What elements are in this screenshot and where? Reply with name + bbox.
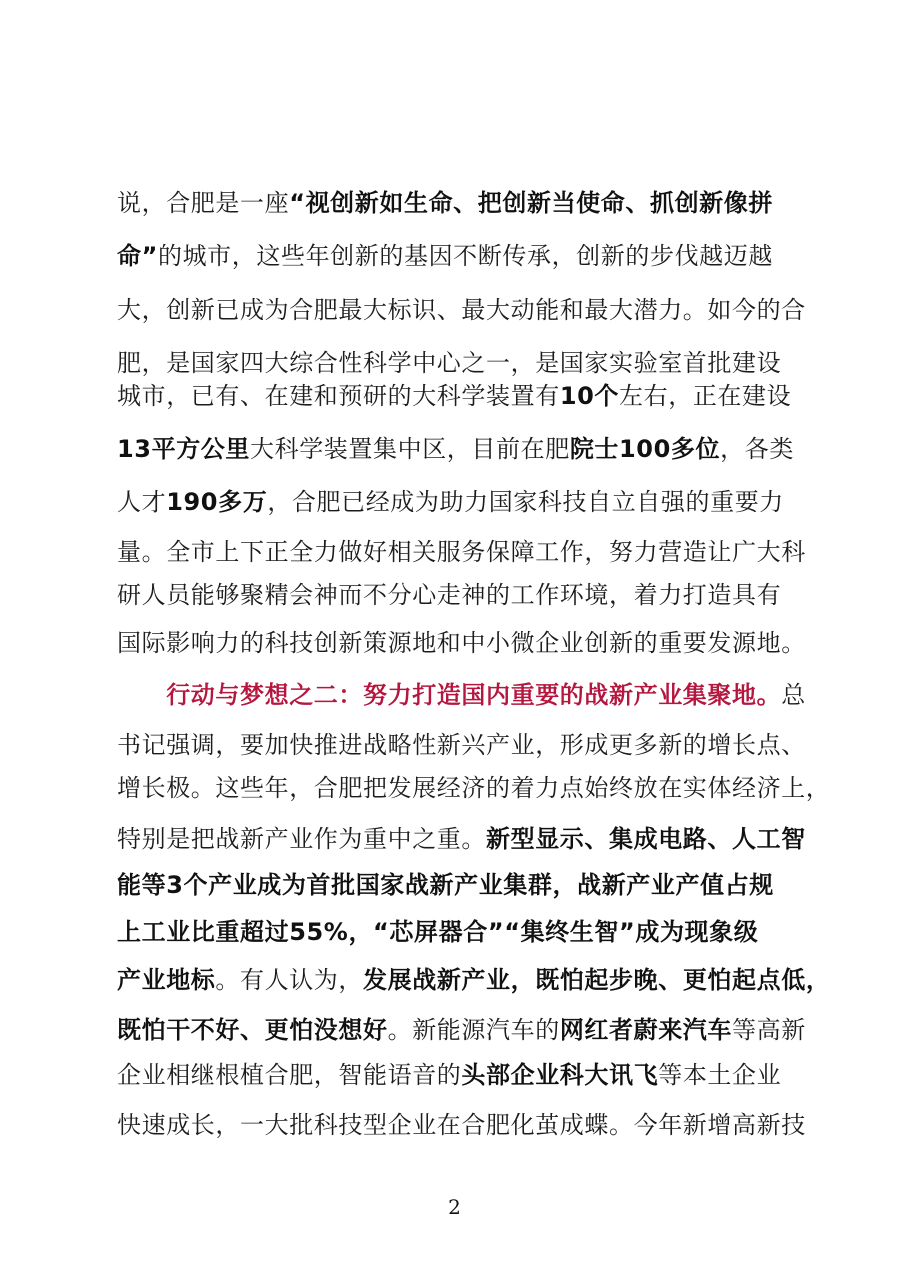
text-run: 等高新 xyxy=(732,1016,806,1044)
bold-run: 产业地标 xyxy=(117,966,216,994)
text-run: 大，创新已成为合肥最大标识、最大动能和最大潜力。如今的合 xyxy=(117,296,806,324)
text-run: 等本土企业 xyxy=(658,1061,782,1089)
text-line xyxy=(117,487,807,517)
bold-run: 新型显示、集成电路、人工智 xyxy=(486,825,806,853)
text-run: 特别是把战新产业作为重中之重。 xyxy=(117,825,486,853)
bold-run: 命” xyxy=(117,242,158,270)
text-run xyxy=(117,681,166,709)
text-run: ，合肥已经成为助力国家科技自立自强的重要力 xyxy=(267,488,784,516)
text-line xyxy=(117,580,807,610)
text-line xyxy=(117,295,807,325)
text-line xyxy=(117,537,807,567)
text-run: 总 xyxy=(781,681,806,709)
text-line xyxy=(117,241,807,271)
text-line xyxy=(117,773,831,803)
text-line xyxy=(117,188,807,218)
text-line xyxy=(117,824,807,854)
text-run: ，各类 xyxy=(720,435,794,463)
text-line xyxy=(117,965,831,995)
text-run: 。有人认为， xyxy=(215,966,364,994)
text-run: 书记强调，要加快推进战略性新兴产业，形成更多新的增长点、 xyxy=(117,731,806,759)
heading-run: 行动与梦想之二：努力打造国内重要的战新产业集聚地。 xyxy=(166,681,782,709)
bold-run: 院士100多位 xyxy=(569,435,721,463)
text-line xyxy=(117,730,807,760)
text-run: 。新能源汽车的 xyxy=(387,1016,560,1044)
text-line xyxy=(117,628,807,658)
text-run: 快速成长，一大批科技型企业在合肥化茧成蝶。今年新增高新技 xyxy=(117,1111,806,1139)
text-line xyxy=(117,917,807,947)
text-run: 城市，已有、在建和预研的大科学装置有 xyxy=(117,382,560,410)
text-line xyxy=(117,1015,807,1045)
text-run: 企业相继根植合肥，智能语音的 xyxy=(117,1061,462,1089)
bold-run: 网红者蔚来汽车 xyxy=(559,1016,733,1044)
text-line xyxy=(117,348,807,378)
text-run: 量。全市上下正全力做好相关服务保障工作，努力营造让广大科 xyxy=(117,538,806,566)
bold-run: “视创新如生命、把创新当使命、抓创新像拼 xyxy=(289,189,773,217)
text-run: 的城市，这些年创新的基因不断传承，创新的步伐越迈越 xyxy=(157,242,773,270)
bold-run: 13平方公里 xyxy=(117,435,250,463)
bold-run: 上工业比重超过55%，“芯屏器合”“集终生智”成为现象级 xyxy=(117,918,759,946)
text-run: 人才 xyxy=(117,488,167,516)
text-run: 大科学装置集中区，目前在肥 xyxy=(250,435,570,463)
text-run: 左右，正在建设 xyxy=(619,382,792,410)
bold-run: 10个 xyxy=(559,382,620,410)
bold-run: 头部企业科大讯飞 xyxy=(461,1061,659,1089)
text-line xyxy=(117,680,807,710)
bold-run: 能等3个产业成为首批国家战新产业集群，战新产业产值占规 xyxy=(117,871,774,899)
text-line xyxy=(117,434,807,464)
text-run: 研人员能够聚精会神而不分心走神的工作环境，着力打造具有 xyxy=(117,581,782,609)
text-run: 说，合肥是一座 xyxy=(117,189,290,217)
text-line xyxy=(117,1110,807,1140)
bold-run: 190多万 xyxy=(166,488,268,516)
text-run: 国际影响力的科技创新策源地和中小微企业创新的重要发源地。 xyxy=(117,629,806,657)
text-line xyxy=(117,381,807,411)
text-line xyxy=(117,870,807,900)
text-run: 增长极。这些年，合肥把发展经济的着力点始终放在实体经济上， xyxy=(117,774,831,802)
bold-run: 既怕干不好、更怕没想好 xyxy=(117,1016,388,1044)
page-number: 2 xyxy=(448,1195,461,1219)
text-line xyxy=(117,1060,807,1090)
bold-run: 发展战新产业，既怕起步晚、更怕起点低， xyxy=(363,966,831,994)
text-run: 肥，是国家四大综合性科学中心之一，是国家实验室首批建设 xyxy=(117,349,782,377)
